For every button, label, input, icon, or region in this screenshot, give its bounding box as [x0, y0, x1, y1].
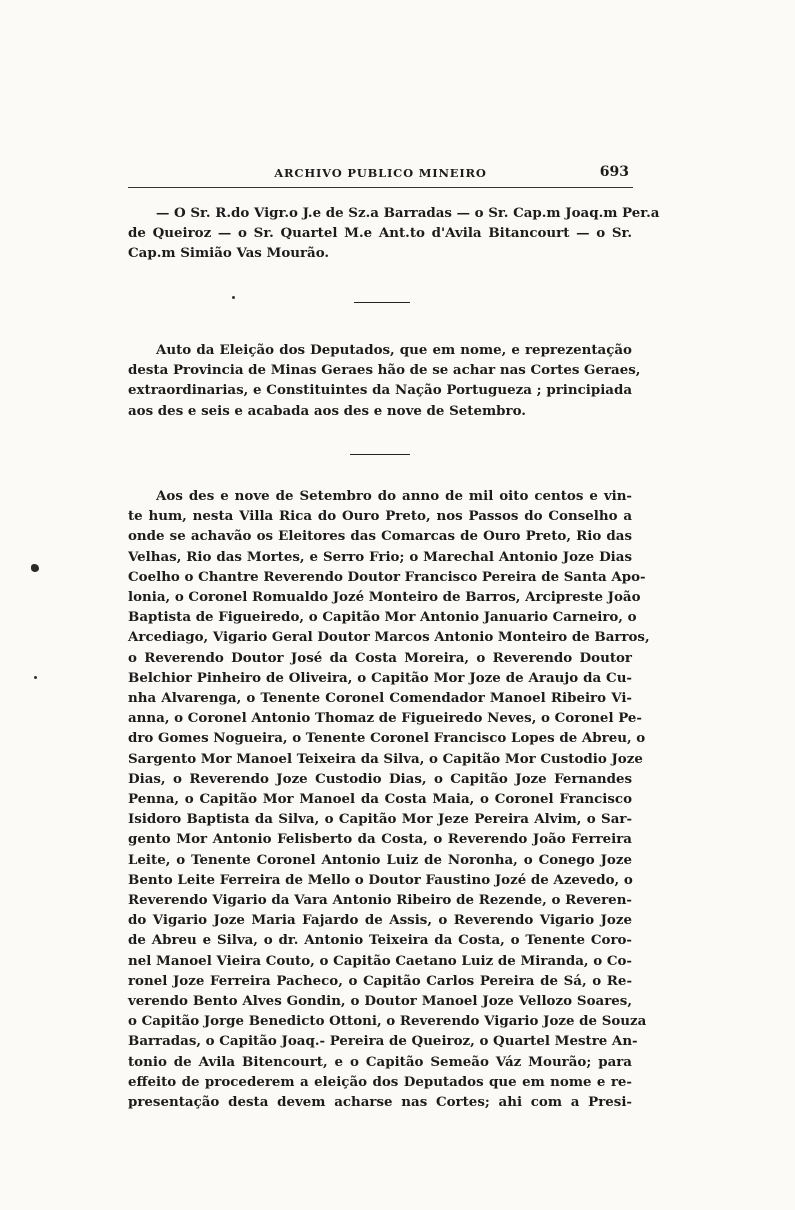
text-line: Leite, o Tenente Coronel Antonio Luiz de Noronha, o Conego Joze	[128, 851, 632, 868]
text-line: o Capitão Jorge Benedicto Ottoni, o Reverendo Vigario Joze de Souza	[128, 1013, 647, 1030]
text-line: lonia, o Coronel Romualdo Jozé Monteiro de Barros, Arcipreste João	[128, 589, 641, 606]
text-line: nha Alvarenga, o Tenente Coronel Comendador Manoel Ribeiro Vi-	[128, 690, 632, 707]
text-line: o Reverendo Doutor José da Costa Moreira, o Reverendo Doutor	[128, 649, 632, 666]
text-line: ronel Joze Ferreira Pacheco, o Capitão Carlos Pereira de Sá, o Re-	[128, 972, 632, 989]
text-line: dro Gomes Nogueira, o Tenente Coronel Francisco Lopes de Abreu, o	[128, 730, 646, 747]
text-line: onde se achavão os Eleitores das Comarcas de Ouro Preto, Rio das	[128, 528, 632, 545]
text-line: de Queiroz — o Sr. Quartel M.e Ant.to d'Avila Bitancourt — o Sr.	[128, 225, 632, 242]
text-line: effeito de procederem a eleição dos Deputados que em nome e re-	[128, 1073, 632, 1090]
section-divider	[354, 302, 410, 303]
document-heading	[128, 340, 641, 421]
page-number: 693	[599, 164, 629, 180]
text-line: do Vigario Joze Maria Fajardo de Assis, o Reverendo Vigario Joze	[128, 912, 632, 929]
heading-line: extraordinarias, e Constituintes da Nação Portugueza ; principiada	[128, 382, 632, 399]
text-line: Bento Leite Ferreira de Mello o Doutor Faustino Jozé de Azevedo, o	[128, 871, 633, 888]
text-line: Belchior Pinheiro de Oliveira, o Capitão Mor Joze de Araujo da Cu-	[128, 669, 632, 686]
heading-line: desta Provincia de Minas Geraes hão de se achar nas Cortes Geraes,	[128, 362, 641, 379]
header-title: ARCHIVO PUBLICO MINEIRO	[274, 166, 487, 180]
header-rule	[128, 187, 633, 188]
text-line: — O Sr. R.do Vigr.o J.e de Sz.a Barradas — o Sr. Cap.m Joaq.m Per.a	[156, 205, 660, 221]
text-line: Aos des e nove de Setembro do anno de mil oito centos e vin-	[156, 488, 632, 504]
text-line: Dias, o Reverendo Joze Custodio Dias, o Capitão Joze Fernandes	[128, 770, 632, 787]
text-line: gento Mor Antonio Felisberto da Costa, o Reverendo João Ferreira	[128, 831, 632, 848]
text-line: Velhas, Rio das Mortes, e Serro Frio; o Marechal Antonio Joze Dias	[128, 548, 632, 565]
text-line: Arcediago, Vigario Geral Doutor Marcos Antonio Monteiro de Barros,	[128, 629, 650, 646]
heading-line: aos des e seis e acabada aos des e nove de Setembro.	[128, 402, 526, 419]
text-line: verendo Bento Alves Gondin, o Doutor Manoel Joze Vellozo Soares,	[128, 993, 632, 1010]
text-line: Coelho o Chantre Reverendo Doutor Francisco Pereira de Santa Apo-	[128, 568, 646, 585]
heading-line: Auto da Eleição dos Deputados, que em nome, e reprezentação	[156, 342, 632, 358]
body-paragraph	[128, 486, 650, 1112]
intro-paragraph	[128, 203, 660, 264]
text-line: te hum, nesta Villa Rica do Ouro Preto, nos Passos do Conselho a	[128, 508, 632, 525]
print-speck	[232, 296, 235, 299]
running-header	[128, 164, 633, 184]
text-line: Reverendo Vigario da Vara Antonio Ribeiro de Rezende, o Reveren-	[128, 892, 632, 909]
ink-mark	[31, 564, 39, 572]
text-line: Barradas, o Capitão Joaq.- Pereira de Queiroz, o Quartel Mestre An-	[128, 1033, 638, 1050]
section-divider	[350, 454, 410, 455]
text-line: anna, o Coronel Antonio Thomaz de Figueiredo Neves, o Coronel Pe-	[128, 710, 642, 727]
text-line: Baptista de Figueiredo, o Capitão Mor Antonio Januario Carneiro, o	[128, 609, 637, 626]
text-line: Isidoro Baptista da Silva, o Capitão Mor Jeze Pereira Alvim, o Sar-	[128, 811, 632, 828]
text-line: de Abreu e Silva, o dr. Antonio Teixeira da Costa, o Tenente Coro-	[128, 932, 632, 949]
text-line: tonio de Avila Bitencourt, e o Capitão Semeão Váz Mourão; para	[128, 1053, 632, 1070]
text-line: Penna, o Capitão Mor Manoel da Costa Maia, o Coronel Francisco	[128, 791, 632, 808]
text-line: Sargento Mor Manoel Teixeira da Silva, o Capitão Mor Custodio Joze	[128, 750, 643, 767]
text-line: Cap.m Simião Vas Mourão.	[128, 245, 330, 262]
text-line: presentação desta devem acharse nas Cortes; ahi com a Presi-	[128, 1094, 632, 1111]
print-speck	[34, 676, 37, 679]
text-line: nel Manoel Vieira Couto, o Capitão Caetano Luiz de Miranda, o Co-	[128, 952, 632, 969]
